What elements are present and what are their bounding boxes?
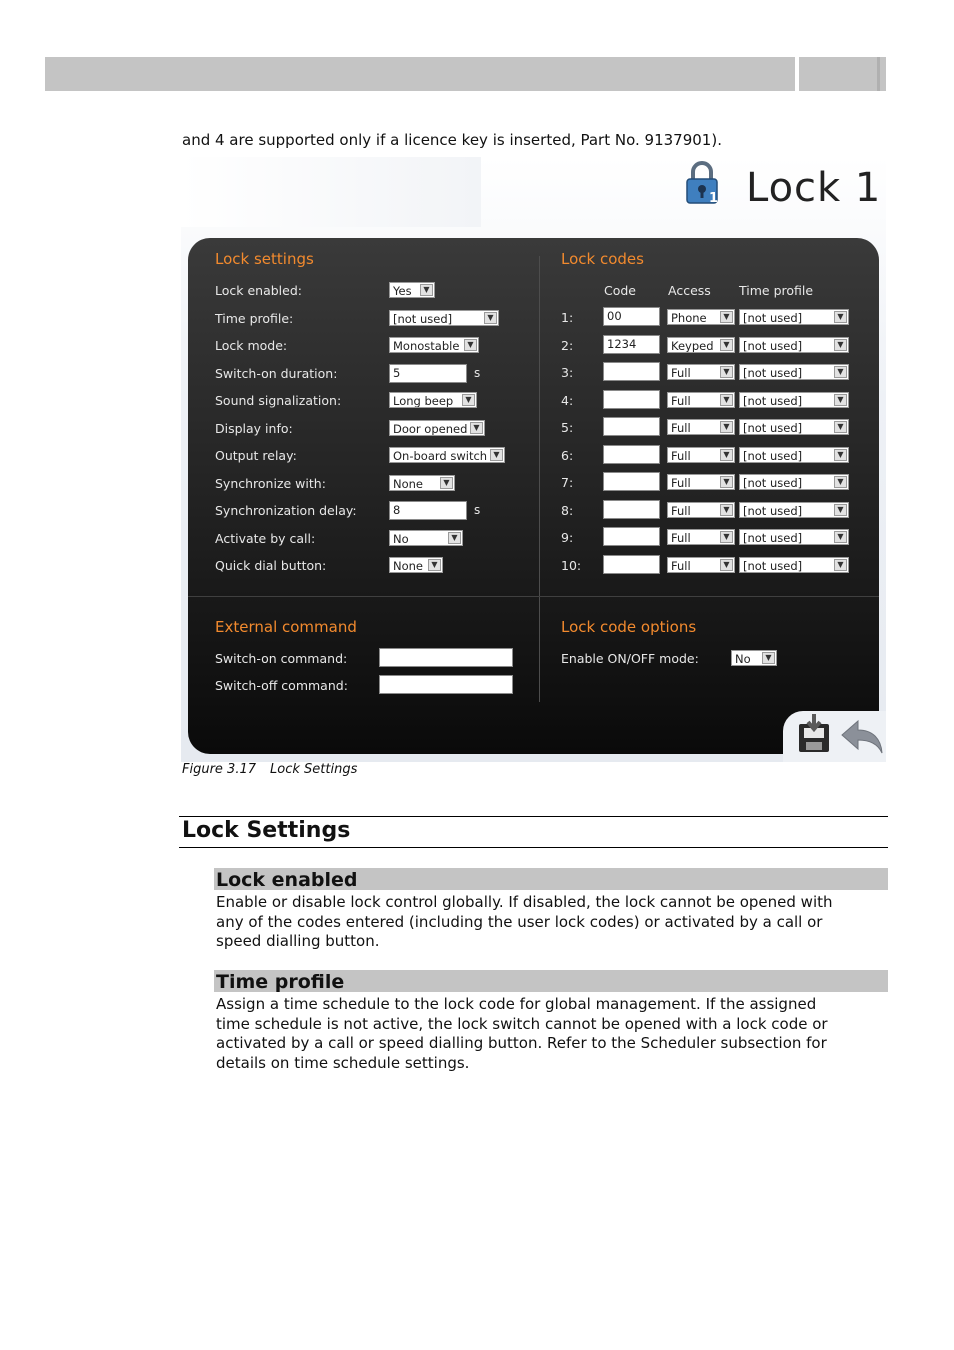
paragraph-line: speed dialling button.	[216, 932, 380, 951]
lock-code-options-heading: Lock code options	[561, 618, 697, 636]
access-select[interactable]	[667, 502, 735, 518]
figure-caption-text: Lock Settings	[270, 762, 358, 777]
access-select[interactable]	[667, 529, 735, 545]
section-rule-top	[179, 816, 888, 817]
access-select[interactable]	[667, 392, 735, 408]
chevron-down-icon: ▼	[834, 476, 847, 488]
setting-label: Display info:	[215, 420, 293, 436]
setting-input[interactable]: 5	[389, 364, 467, 383]
select-value: Door opened	[393, 421, 468, 436]
setting-label: Activate by call:	[215, 530, 316, 546]
setting-label: Synchronization delay:	[215, 503, 357, 518]
select-value: [not used]	[743, 448, 803, 463]
select-value: Yes	[393, 284, 412, 298]
time-profile-select[interactable]	[739, 392, 849, 408]
save-icon[interactable]	[797, 714, 831, 754]
chevron-down-icon: ▼	[464, 339, 477, 351]
code-input[interactable]	[603, 472, 660, 491]
setting-label: Output relay:	[215, 448, 297, 463]
code-input[interactable]	[603, 445, 660, 464]
switch-off-command-input[interactable]	[379, 675, 513, 694]
chevron-down-icon: ▼	[720, 366, 733, 378]
select-value: Full	[671, 448, 691, 463]
time-profile-select[interactable]	[739, 502, 849, 518]
select-value: Full	[671, 393, 691, 408]
select-value: Full	[671, 503, 691, 518]
code-input[interactable]	[603, 417, 660, 436]
select-value: Long beep	[393, 394, 454, 408]
chevron-down-icon: ▼	[490, 449, 503, 461]
code-row-number: 6:	[561, 447, 574, 463]
chevron-down-icon: ▼	[720, 421, 733, 433]
setting-label: Synchronize with:	[215, 475, 326, 491]
time-profile-select[interactable]	[739, 419, 849, 435]
chevron-down-icon: ▼	[834, 421, 847, 433]
time-profile-select[interactable]	[739, 557, 849, 573]
code-input[interactable]: 1234	[603, 335, 660, 354]
access-select[interactable]	[667, 447, 735, 463]
unit-label: s	[474, 365, 481, 380]
chevron-down-icon: ▼	[720, 559, 733, 571]
access-select[interactable]	[667, 474, 735, 490]
code-row-number: 7:	[561, 475, 574, 490]
setting-select[interactable]	[389, 420, 485, 436]
chevron-down-icon: ▼	[834, 339, 847, 351]
subsection-body-time-profile	[216, 995, 888, 1074]
select-value: No	[393, 531, 409, 546]
setting-select[interactable]	[389, 475, 455, 491]
subsection-title-lock-enabled: Lock enabled	[214, 868, 888, 890]
code-input[interactable]	[603, 555, 660, 574]
figure-number: Figure 3.17	[182, 762, 257, 777]
select-value: [not used]	[743, 311, 803, 325]
chevron-down-icon: ▼	[834, 531, 847, 543]
select-value: [not used]	[743, 503, 803, 518]
select-value: [not used]	[743, 338, 803, 353]
code-input[interactable]	[603, 362, 660, 381]
select-value: [not used]	[743, 531, 803, 545]
select-value: [not used]	[743, 421, 803, 435]
switch-off-command-label: Switch-off command:	[215, 678, 348, 693]
paragraph-line: Enable or disable lock control globally. If disabled, the lock cannot be opened with	[216, 893, 833, 911]
svg-text:1: 1	[709, 191, 719, 206]
chevron-down-icon: ▼	[720, 476, 733, 488]
setting-label: Switch-on duration:	[215, 365, 338, 381]
paragraph-line: Assign a time schedule to the lock code for global management. If the assigned	[216, 995, 817, 1013]
setting-select[interactable]	[389, 337, 479, 353]
chevron-down-icon: ▼	[834, 504, 847, 516]
chevron-down-icon: ▼	[720, 504, 733, 516]
chevron-down-icon: ▼	[720, 449, 733, 461]
lock-title: Lock 1	[746, 165, 882, 211]
section-rule-bottom	[179, 847, 888, 848]
setting-label: Lock enabled:	[215, 283, 302, 298]
select-value: [not used]	[743, 366, 803, 380]
code-input[interactable]	[603, 390, 660, 409]
paragraph-line: time schedule is not active, the lock switch cannot be opened with a lock code or	[216, 1014, 828, 1033]
setting-select[interactable]	[389, 557, 443, 573]
enable-on-off-mode-select[interactable]: No ▼	[731, 650, 777, 666]
code-row-number: 1:	[561, 310, 574, 325]
setting-select[interactable]	[389, 392, 477, 408]
code-row-number: 8:	[561, 502, 574, 518]
chevron-down-icon: ▼	[720, 531, 733, 543]
chevron-down-icon: ▼	[720, 394, 733, 406]
select-value: Full	[671, 421, 691, 435]
chevron-down-icon: ▼	[420, 284, 433, 296]
chevron-down-icon: ▼	[462, 394, 475, 406]
code-input[interactable]	[603, 500, 660, 519]
time-profile-select[interactable]	[739, 309, 849, 325]
select-value: Keyped	[671, 338, 714, 353]
intro-text: and 4 are supported only if a licence key is inserted, Part No. 9137901).	[182, 131, 722, 149]
code-row-number: 3:	[561, 365, 574, 380]
paragraph-line: activated by a call or speed dialling button. Refer to the Scheduler subsection for	[216, 1034, 827, 1053]
column-divider	[539, 256, 540, 702]
code-row-number: 9:	[561, 530, 574, 545]
select-value: On-board switch	[393, 449, 488, 463]
select-value: [not used]	[743, 558, 803, 573]
code-input[interactable]: 00	[603, 307, 660, 326]
select-value: [not used]	[743, 476, 803, 490]
select-value: Full	[671, 476, 691, 490]
subsection-body-lock-enabled	[216, 893, 888, 952]
chevron-down-icon: ▼	[484, 312, 497, 324]
chevron-down-icon: ▼	[834, 449, 847, 461]
access-select[interactable]	[667, 364, 735, 380]
setting-input[interactable]: 8	[389, 501, 467, 520]
code-row-number: 4:	[561, 392, 574, 408]
select-value: [not used]	[393, 311, 453, 326]
switch-on-command-label: Switch-on command:	[215, 651, 348, 666]
subsection-title-time-profile: Time profile	[214, 970, 888, 992]
select-value: Full	[671, 558, 691, 573]
section-title: Lock Settings	[182, 818, 351, 843]
setting-select[interactable]	[389, 530, 463, 546]
select-value: None	[393, 559, 424, 573]
paragraph-line: details on time schedule settings.	[216, 1054, 470, 1073]
select-value: Full	[671, 531, 691, 545]
chevron-down-icon: ▼	[762, 652, 775, 664]
setting-label: Lock mode:	[215, 338, 288, 353]
padlock-icon	[685, 160, 719, 206]
switch-on-command-input[interactable]	[379, 648, 513, 667]
chevron-down-icon: ▼	[470, 422, 483, 434]
enable-on-off-mode-label: Enable ON/OFF mode:	[561, 651, 699, 666]
select-value: Full	[671, 366, 691, 380]
setting-select[interactable]	[389, 310, 499, 326]
code-row-number: 5:	[561, 420, 574, 435]
time-profile-select[interactable]	[739, 474, 849, 490]
lock-codes-heading: Lock codes	[561, 250, 644, 268]
code-row-number: 2:	[561, 337, 574, 353]
lock-settings-screenshot	[181, 157, 886, 762]
access-select[interactable]	[667, 309, 735, 325]
setting-label: Quick dial button:	[215, 558, 327, 573]
column-header-code: Code	[604, 283, 637, 298]
chevron-down-icon: ▼	[834, 366, 847, 378]
setting-select[interactable]	[389, 447, 505, 463]
time-profile-select[interactable]	[739, 364, 849, 380]
column-header-access: Access	[668, 283, 711, 298]
chevron-down-icon: ▼	[428, 559, 441, 571]
external-command-heading: External command	[215, 618, 357, 636]
page-header-bar	[45, 57, 795, 91]
chevron-down-icon: ▼	[720, 339, 733, 351]
chevron-down-icon: ▼	[440, 477, 453, 489]
setting-label: Time profile:	[215, 310, 294, 326]
unit-label: s	[474, 503, 481, 517]
column-header-time-profile: Time profile	[739, 283, 814, 298]
time-profile-select[interactable]	[739, 529, 849, 545]
access-select[interactable]	[667, 557, 735, 573]
lock-settings-heading: Lock settings	[215, 250, 314, 268]
page-number-box	[799, 57, 886, 91]
chevron-down-icon: ▼	[834, 559, 847, 571]
setting-select[interactable]	[389, 282, 435, 298]
chevron-down-icon: ▼	[834, 394, 847, 406]
select-value: Phone	[671, 311, 707, 325]
row-divider	[188, 596, 879, 597]
time-profile-select[interactable]	[739, 447, 849, 463]
figure-caption	[182, 762, 357, 777]
select-value: None	[393, 476, 424, 491]
paragraph-line: any of the codes entered (including the user lock codes) or activated by a call or	[216, 912, 823, 931]
code-row-number: 10:	[561, 557, 582, 573]
back-arrow-icon[interactable]	[840, 719, 884, 755]
chevron-down-icon: ▼	[834, 311, 847, 323]
access-select[interactable]	[667, 419, 735, 435]
setting-label: Sound signalization:	[215, 393, 342, 408]
access-select[interactable]	[667, 337, 735, 353]
chevron-down-icon: ▼	[720, 311, 733, 323]
select-value: Monostable	[393, 339, 460, 353]
chevron-down-icon: ▼	[448, 532, 461, 544]
code-input[interactable]	[603, 527, 660, 546]
time-profile-select[interactable]	[739, 337, 849, 353]
settings-panel	[188, 238, 879, 754]
select-value: [not used]	[743, 393, 803, 408]
